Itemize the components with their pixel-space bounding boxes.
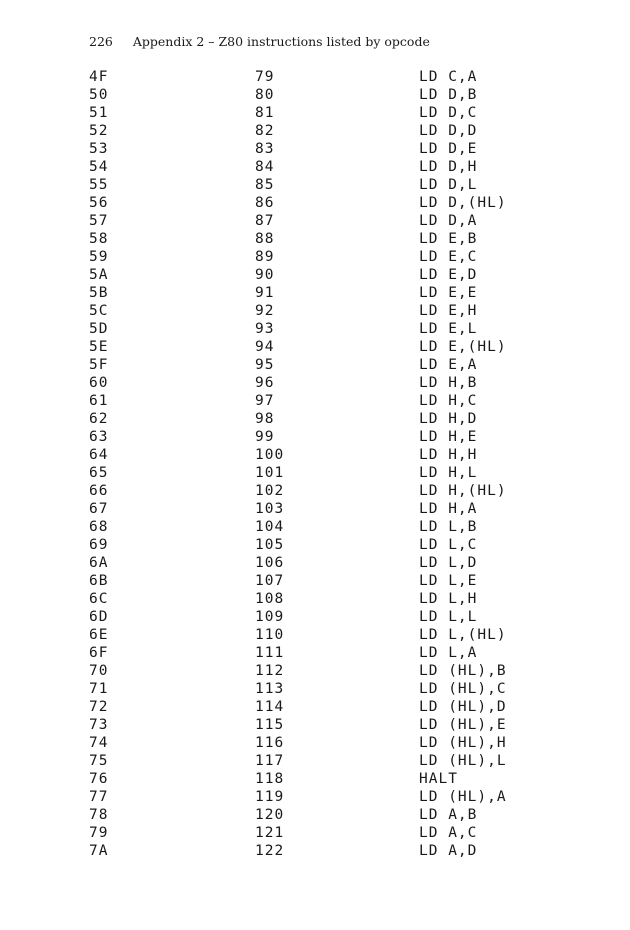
decimal-opcode-cell: 83	[255, 141, 275, 157]
table-row	[89, 266, 507, 284]
mnemonic-cell: LD H,L	[419, 465, 478, 481]
table-row	[89, 536, 507, 554]
mnemonic-cell: LD A,B	[419, 807, 478, 823]
table-row	[89, 752, 507, 770]
decimal-opcode-cell: 109	[255, 609, 285, 625]
mnemonic-cell: LD D,(HL)	[419, 195, 507, 211]
mnemonic-cell: LD (HL),D	[419, 699, 507, 715]
hex-opcode-cell: 71	[89, 681, 109, 697]
table-row	[89, 554, 507, 572]
decimal-opcode-cell: 80	[255, 87, 275, 103]
table-row	[89, 176, 507, 194]
table-row	[89, 626, 507, 644]
decimal-opcode-cell: 110	[255, 627, 285, 643]
table-row	[89, 320, 507, 338]
mnemonic-cell: LD E,E	[419, 285, 478, 301]
table-row	[89, 140, 507, 158]
table-row	[89, 608, 507, 626]
hex-opcode-cell: 57	[89, 213, 109, 229]
hex-opcode-cell: 6B	[89, 573, 109, 589]
hex-opcode-cell: 66	[89, 483, 109, 499]
mnemonic-cell: LD L,A	[419, 645, 478, 661]
hex-opcode-cell: 6D	[89, 609, 109, 625]
mnemonic-cell: LD E,D	[419, 267, 478, 283]
hex-opcode-cell: 5B	[89, 285, 109, 301]
hex-opcode-cell: 72	[89, 699, 109, 715]
mnemonic-cell: LD H,(HL)	[419, 483, 507, 499]
hex-opcode-cell: 6F	[89, 645, 109, 661]
hex-opcode-cell: 6E	[89, 627, 109, 643]
table-row	[89, 284, 507, 302]
mnemonic-cell: LD E,(HL)	[419, 339, 507, 355]
decimal-opcode-cell: 108	[255, 591, 285, 607]
decimal-opcode-cell: 122	[255, 843, 285, 859]
decimal-opcode-cell: 104	[255, 519, 285, 535]
decimal-opcode-cell: 95	[255, 357, 275, 373]
hex-opcode-cell: 60	[89, 375, 109, 391]
mnemonic-cell: LD H,D	[419, 411, 478, 427]
hex-opcode-cell: 63	[89, 429, 109, 445]
hex-opcode-cell: 58	[89, 231, 109, 247]
mnemonic-cell: LD H,B	[419, 375, 478, 391]
decimal-opcode-cell: 93	[255, 321, 275, 337]
table-row	[89, 662, 507, 680]
decimal-opcode-cell: 101	[255, 465, 285, 481]
decimal-opcode-cell: 85	[255, 177, 275, 193]
mnemonic-cell: LD (HL),C	[419, 681, 507, 697]
table-row	[89, 194, 507, 212]
table-row	[89, 770, 507, 788]
mnemonic-cell: LD L,(HL)	[419, 627, 507, 643]
opcode-table	[89, 68, 507, 860]
decimal-opcode-cell: 118	[255, 771, 285, 787]
mnemonic-cell: LD D,H	[419, 159, 478, 175]
hex-opcode-cell: 74	[89, 735, 109, 751]
table-row	[89, 248, 507, 266]
table-row	[89, 392, 507, 410]
hex-opcode-cell: 75	[89, 753, 109, 769]
hex-opcode-cell: 52	[89, 123, 109, 139]
table-row	[89, 734, 507, 752]
mnemonic-cell: LD D,C	[419, 105, 478, 121]
table-row	[89, 446, 507, 464]
decimal-opcode-cell: 98	[255, 411, 275, 427]
mnemonic-cell: LD L,H	[419, 591, 478, 607]
hex-opcode-cell: 7A	[89, 843, 109, 859]
table-row	[89, 716, 507, 734]
hex-opcode-cell: 5C	[89, 303, 109, 319]
table-row	[89, 212, 507, 230]
decimal-opcode-cell: 103	[255, 501, 285, 517]
hex-opcode-cell: 5D	[89, 321, 109, 337]
decimal-opcode-cell: 90	[255, 267, 275, 283]
mnemonic-cell: LD H,H	[419, 447, 478, 463]
decimal-opcode-cell: 100	[255, 447, 285, 463]
decimal-opcode-cell: 102	[255, 483, 285, 499]
decimal-opcode-cell: 113	[255, 681, 285, 697]
hex-opcode-cell: 69	[89, 537, 109, 553]
decimal-opcode-cell: 112	[255, 663, 285, 679]
decimal-opcode-cell: 82	[255, 123, 275, 139]
hex-opcode-cell: 65	[89, 465, 109, 481]
mnemonic-cell: LD H,A	[419, 501, 478, 517]
mnemonic-cell: LD E,B	[419, 231, 478, 247]
mnemonic-cell: LD C,A	[419, 69, 478, 85]
mnemonic-cell: LD L,D	[419, 555, 478, 571]
table-row	[89, 356, 507, 374]
decimal-opcode-cell: 86	[255, 195, 275, 211]
table-row	[89, 824, 507, 842]
hex-opcode-cell: 78	[89, 807, 109, 823]
page-number: 226	[89, 34, 113, 49]
mnemonic-cell: LD (HL),H	[419, 735, 507, 751]
mnemonic-cell: LD D,A	[419, 213, 478, 229]
decimal-opcode-cell: 119	[255, 789, 285, 805]
hex-opcode-cell: 59	[89, 249, 109, 265]
mnemonic-cell: LD E,L	[419, 321, 478, 337]
hex-opcode-cell: 76	[89, 771, 109, 787]
hex-opcode-cell: 50	[89, 87, 109, 103]
decimal-opcode-cell: 117	[255, 753, 285, 769]
hex-opcode-cell: 67	[89, 501, 109, 517]
table-row	[89, 788, 507, 806]
hex-opcode-cell: 61	[89, 393, 109, 409]
hex-opcode-cell: 5A	[89, 267, 109, 283]
decimal-opcode-cell: 97	[255, 393, 275, 409]
mnemonic-cell: LD (HL),L	[419, 753, 507, 769]
hex-opcode-cell: 5E	[89, 339, 109, 355]
table-row	[89, 842, 507, 860]
table-row	[89, 806, 507, 824]
decimal-opcode-cell: 106	[255, 555, 285, 571]
table-row	[89, 104, 507, 122]
hex-opcode-cell: 5F	[89, 357, 109, 373]
hex-opcode-cell: 54	[89, 159, 109, 175]
decimal-opcode-cell: 116	[255, 735, 285, 751]
table-row	[89, 122, 507, 140]
mnemonic-cell: LD E,C	[419, 249, 478, 265]
decimal-opcode-cell: 87	[255, 213, 275, 229]
mnemonic-cell: LD D,D	[419, 123, 478, 139]
table-row	[89, 464, 507, 482]
mnemonic-cell: LD D,E	[419, 141, 478, 157]
hex-opcode-cell: 6A	[89, 555, 109, 571]
hex-opcode-cell: 68	[89, 519, 109, 535]
mnemonic-cell: LD A,D	[419, 843, 478, 859]
mnemonic-cell: LD A,C	[419, 825, 478, 841]
mnemonic-cell: LD L,E	[419, 573, 478, 589]
mnemonic-cell: LD H,C	[419, 393, 478, 409]
hex-opcode-cell: 77	[89, 789, 109, 805]
hex-opcode-cell: 64	[89, 447, 109, 463]
mnemonic-cell: HALT	[419, 771, 458, 787]
mnemonic-cell: LD L,B	[419, 519, 478, 535]
mnemonic-cell: LD E,A	[419, 357, 478, 373]
hex-opcode-cell: 70	[89, 663, 109, 679]
hex-opcode-cell: 51	[89, 105, 109, 121]
table-row	[89, 374, 507, 392]
decimal-opcode-cell: 89	[255, 249, 275, 265]
table-row	[89, 698, 507, 716]
hex-opcode-cell: 6C	[89, 591, 109, 607]
page-header	[89, 34, 430, 49]
table-row	[89, 86, 507, 104]
table-row	[89, 338, 507, 356]
decimal-opcode-cell: 91	[255, 285, 275, 301]
hex-opcode-cell: 79	[89, 825, 109, 841]
decimal-opcode-cell: 81	[255, 105, 275, 121]
hex-opcode-cell: 55	[89, 177, 109, 193]
table-row	[89, 590, 507, 608]
hex-opcode-cell: 73	[89, 717, 109, 733]
mnemonic-cell: LD L,L	[419, 609, 478, 625]
decimal-opcode-cell: 121	[255, 825, 285, 841]
decimal-opcode-cell: 120	[255, 807, 285, 823]
hex-opcode-cell: 56	[89, 195, 109, 211]
decimal-opcode-cell: 96	[255, 375, 275, 391]
table-row	[89, 302, 507, 320]
mnemonic-cell: LD (HL),A	[419, 789, 507, 805]
decimal-opcode-cell: 92	[255, 303, 275, 319]
table-row	[89, 158, 507, 176]
table-row	[89, 68, 507, 86]
decimal-opcode-cell: 115	[255, 717, 285, 733]
table-row	[89, 230, 507, 248]
hex-opcode-cell: 4F	[89, 69, 109, 85]
decimal-opcode-cell: 84	[255, 159, 275, 175]
decimal-opcode-cell: 105	[255, 537, 285, 553]
mnemonic-cell: LD E,H	[419, 303, 478, 319]
mnemonic-cell: LD H,E	[419, 429, 478, 445]
hex-opcode-cell: 53	[89, 141, 109, 157]
page-title: Appendix 2 – Z80 instructions listed by opcode	[132, 34, 430, 49]
mnemonic-cell: LD (HL),E	[419, 717, 507, 733]
table-row	[89, 572, 507, 590]
decimal-opcode-cell: 88	[255, 231, 275, 247]
table-row	[89, 644, 507, 662]
decimal-opcode-cell: 107	[255, 573, 285, 589]
decimal-opcode-cell: 99	[255, 429, 275, 445]
table-row	[89, 680, 507, 698]
mnemonic-cell: LD D,B	[419, 87, 478, 103]
decimal-opcode-cell: 94	[255, 339, 275, 355]
table-row	[89, 410, 507, 428]
decimal-opcode-cell: 111	[255, 645, 285, 661]
mnemonic-cell: LD D,L	[419, 177, 478, 193]
decimal-opcode-cell: 79	[255, 69, 275, 85]
mnemonic-cell: LD (HL),B	[419, 663, 507, 679]
table-row	[89, 428, 507, 446]
table-row	[89, 518, 507, 536]
hex-opcode-cell: 62	[89, 411, 109, 427]
decimal-opcode-cell: 114	[255, 699, 285, 715]
mnemonic-cell: LD L,C	[419, 537, 478, 553]
table-row	[89, 500, 507, 518]
table-row	[89, 482, 507, 500]
